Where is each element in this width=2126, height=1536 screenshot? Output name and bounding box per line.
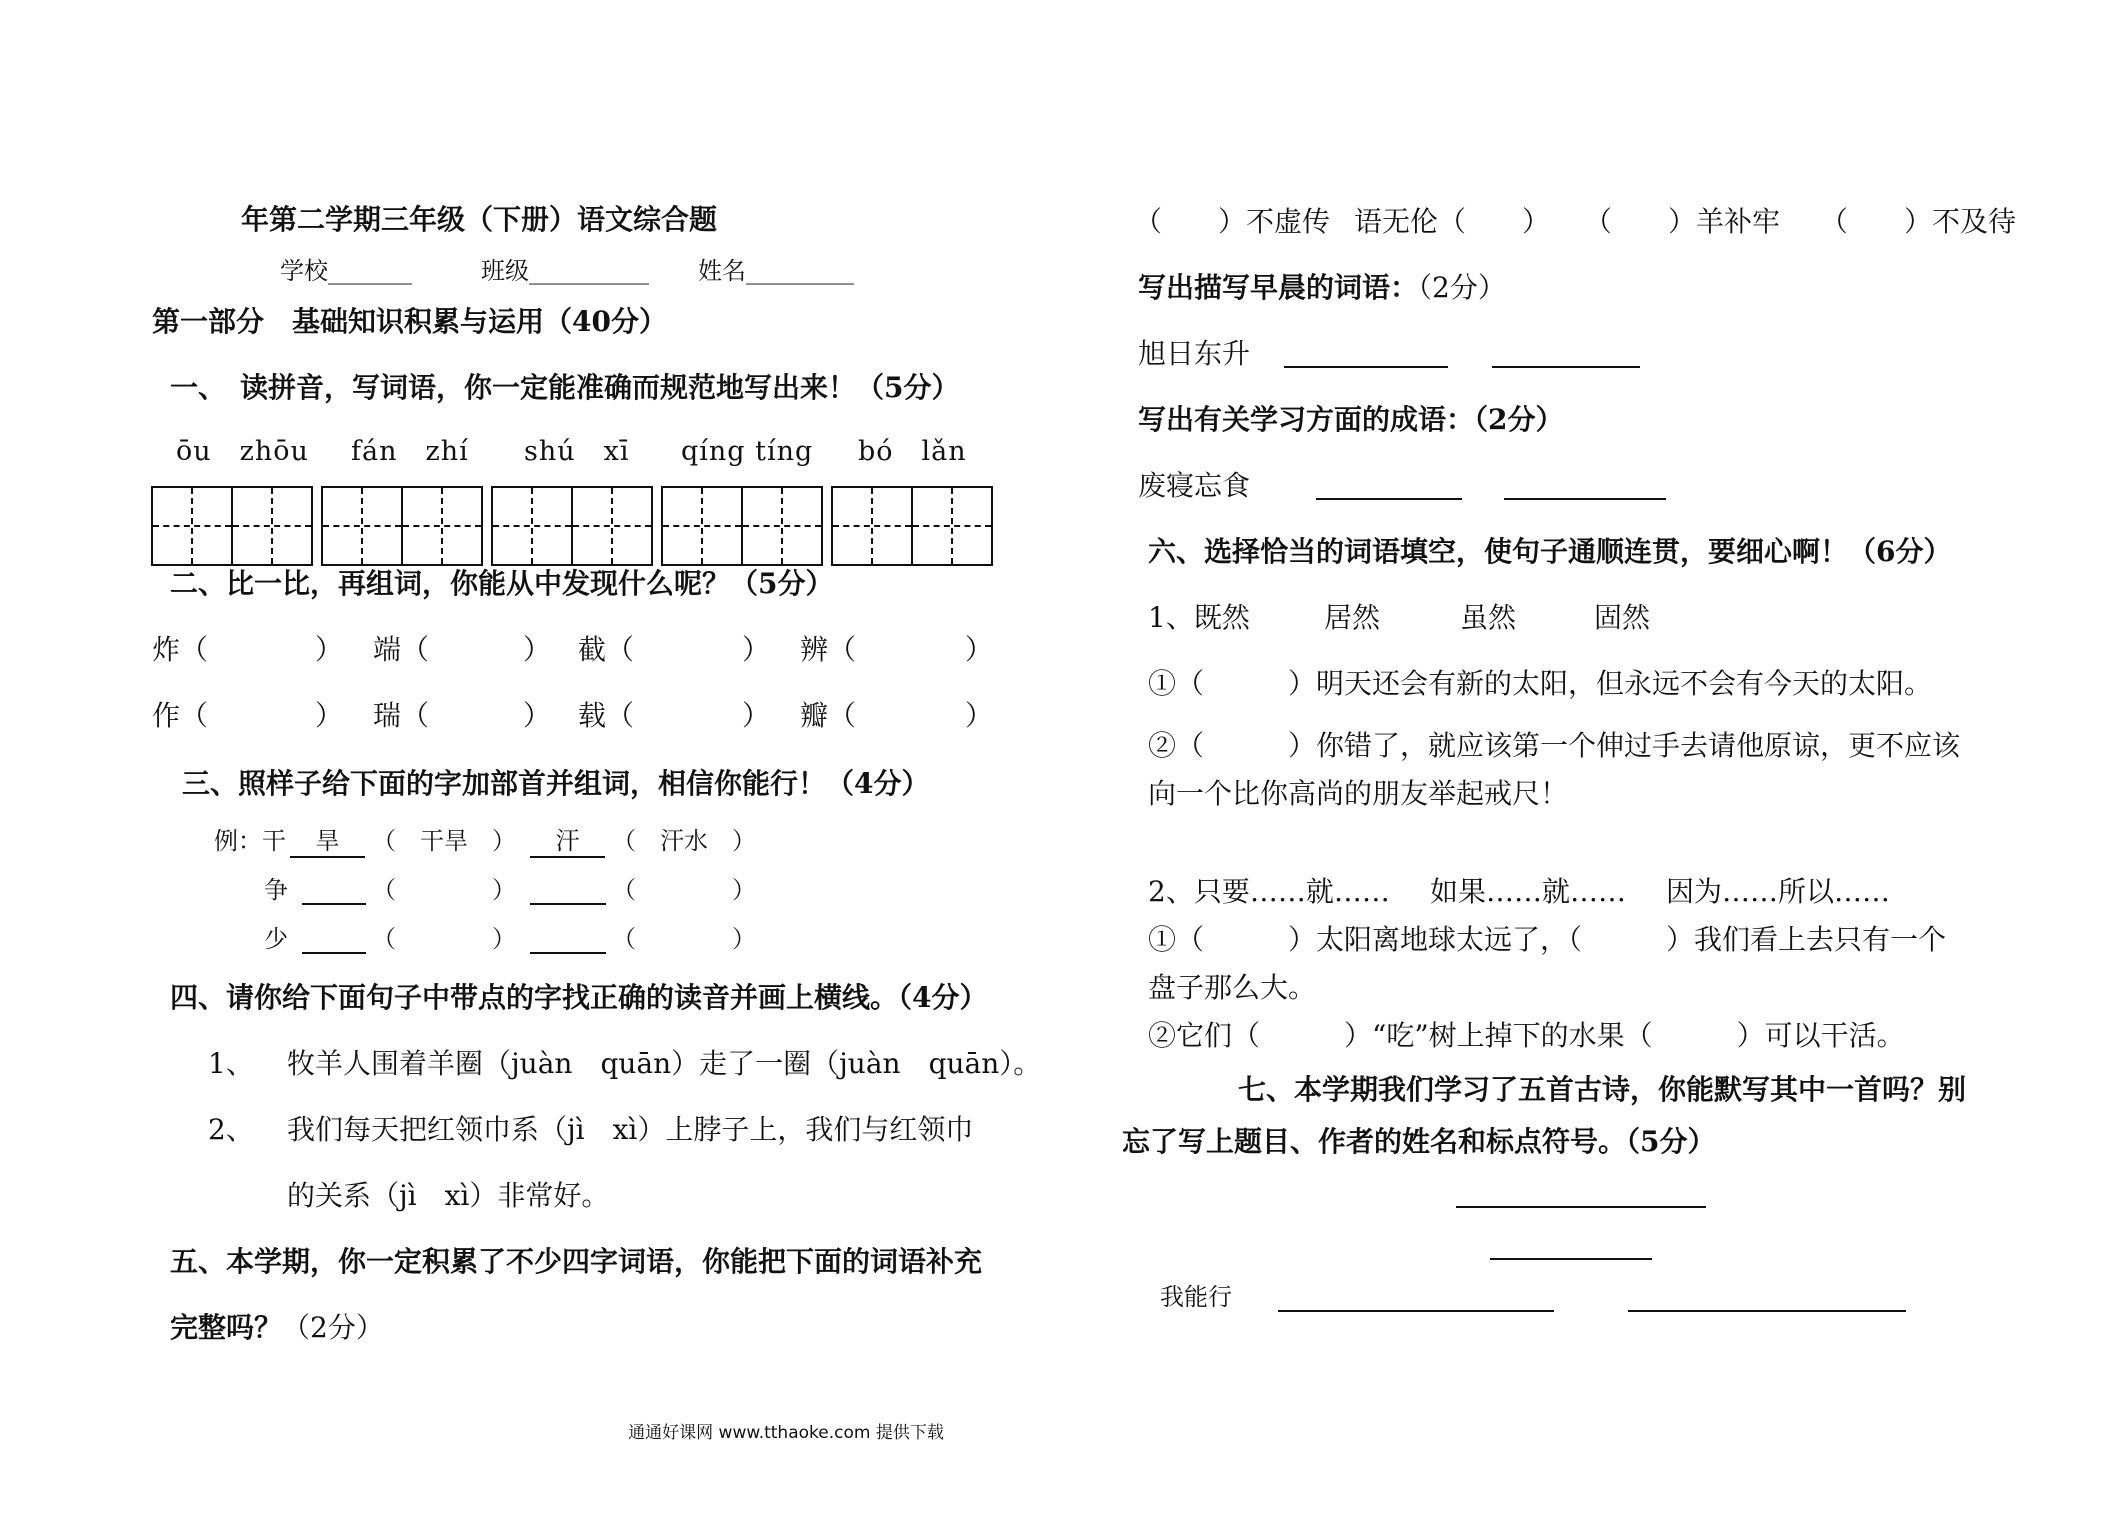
- q2-char: 载（: [578, 699, 635, 732]
- tianzige-box-1[interactable]: [151, 486, 313, 566]
- q4-item-2-num: 2、: [208, 1113, 254, 1146]
- q3-blank[interactable]: [530, 952, 606, 954]
- idiom-3: （ ）羊补牢: [1584, 205, 1781, 238]
- pinyin-3: shú xī: [524, 436, 630, 467]
- q2-paren: ）: [965, 699, 994, 732]
- tianzige-box-3[interactable]: [491, 486, 653, 566]
- q6-sentence-1: ①（ ）明天还会有新的太阳，但永远不会有今天的太阳。: [1148, 667, 1933, 700]
- q2-char: 辨（: [800, 633, 857, 666]
- tianzige-box-5[interactable]: [831, 486, 993, 566]
- q6-option: 固然: [1594, 601, 1651, 634]
- q3-char: 争: [264, 876, 288, 904]
- q6-sentence-3: ①（ ）太阳离地球太远了，（ ）我们看上去只有一个: [1148, 923, 1947, 956]
- q4-item-1: 牧羊人围着羊圈（juàn quān）走了一圈（juàn quān）。: [287, 1047, 1042, 1080]
- morning-words-title: [1138, 270, 1506, 306]
- school-field[interactable]: 学校_______: [280, 257, 412, 285]
- q6-sentence-3-cont: 盘子那么大。: [1148, 971, 1317, 1004]
- poem-title-blank[interactable]: [1456, 1206, 1706, 1208]
- q2-char: 作（: [152, 699, 209, 732]
- morning-words-title-text: 写出描写早晨的词语：: [1138, 271, 1419, 304]
- q5-title-cont-bold: 完整吗？: [170, 1311, 283, 1344]
- q3-paren: （: [612, 925, 636, 953]
- tianzige-box-2[interactable]: [321, 486, 483, 566]
- q6-title: 六、选择恰当的词语填空，使句子通顺连贯，要细心啊！（6分）: [1148, 535, 1952, 568]
- idiom-1: （ ）不虚传: [1134, 205, 1331, 238]
- page-title: 年第二学期三年级（下册）语文综合题: [241, 203, 718, 236]
- q4-item-1-num: 1、: [208, 1047, 254, 1080]
- pinyin-2: fán zhí: [351, 436, 469, 467]
- study-example: 废寝忘食: [1138, 469, 1251, 502]
- q6-sentence-2: ②（ ）你错了，就应该第一个伸过手去请他原谅，更不应该: [1148, 729, 1961, 762]
- q3-paren: （: [612, 876, 636, 904]
- q2-char: 炸（: [152, 633, 209, 666]
- q2-char: 瑞（: [373, 699, 430, 732]
- q2-paren: ）: [742, 699, 771, 732]
- q2-char: 端（: [373, 633, 430, 666]
- q5-score: （2分）: [282, 1311, 384, 1344]
- q5-title-cont: [170, 1310, 384, 1346]
- pinyin-1: ōu zhōu: [176, 436, 309, 467]
- q3-paren: ）: [732, 876, 756, 904]
- q2-paren: ）: [315, 633, 344, 666]
- q3-paren: ）: [492, 925, 516, 953]
- q3-example-word: （ 干旱 ）: [372, 827, 516, 855]
- q6-sentence-4: ②它们（ ）“吃”树上掉下的水果（ ）可以干活。: [1148, 1019, 1905, 1052]
- q6-option: 居然: [1324, 601, 1381, 634]
- pinyin-5: bó lǎn: [858, 436, 967, 467]
- q7-title-cont: 忘了写上题目、作者的姓名和标点符号。（5分）: [1122, 1125, 1716, 1158]
- q2-char: 瓣（: [800, 699, 857, 732]
- q3-example-label: 例：干: [214, 827, 286, 855]
- q3-blank[interactable]: [302, 952, 366, 954]
- footer-text: 通通好课网 www.tthaoke.com 提供下载: [628, 1423, 944, 1443]
- q6-option: 如果……就……: [1430, 875, 1627, 908]
- q6-option: 虽然: [1460, 601, 1517, 634]
- q3-blank[interactable]: [530, 903, 606, 905]
- q6-option: 1、既然: [1148, 601, 1250, 634]
- q3-blank[interactable]: [302, 903, 366, 905]
- q2-title: 二、比一比，再组词，你能从中发现什么呢？（5分）: [170, 567, 834, 600]
- q4-item-2: 我们每天把红领巾系（jì xì）上脖子上，我们与红领巾: [287, 1113, 974, 1146]
- class-field[interactable]: 班级__________: [481, 257, 649, 285]
- study-blank[interactable]: [1504, 498, 1666, 500]
- tianzige-box-4[interactable]: [661, 486, 823, 566]
- poem-line-blank[interactable]: [1278, 1310, 1554, 1312]
- poem-author-blank[interactable]: [1490, 1258, 1652, 1260]
- q2-char: 截（: [578, 633, 635, 666]
- idiom-2: 语无伦（ ）: [1354, 205, 1551, 238]
- morning-words-score: （2分）: [1418, 271, 1506, 304]
- q2-paren: ）: [523, 633, 552, 666]
- q3-paren: ）: [732, 925, 756, 953]
- morning-example: 旭日东升: [1138, 337, 1251, 370]
- q2-paren: ）: [523, 699, 552, 732]
- q3-example-word: （ 汗水 ）: [612, 827, 756, 855]
- q4-title: 四、请你给下面句子中带点的字找正确的读音并画上横线。（4分）: [170, 981, 988, 1014]
- q4-item-2-continued: 的关系（jì xì）非常好。: [287, 1179, 610, 1212]
- morning-blank[interactable]: [1284, 366, 1448, 368]
- idiom-4: （ ）不及待: [1820, 205, 2017, 238]
- q3-paren: （: [372, 925, 396, 953]
- q3-title: 三、照样子给下面的字加部首并组词，相信你能行！（4分）: [182, 767, 930, 800]
- q3-char: 少: [264, 925, 288, 953]
- q6-option: 2、只要……就……: [1148, 875, 1390, 908]
- q2-paren: ）: [315, 699, 344, 732]
- name-field[interactable]: 姓名_________: [698, 257, 854, 285]
- q1-title: 一、 读拼音，写词语，你一定能准确而规范地写出来！（5分）: [170, 371, 960, 404]
- study-idioms-title: 写出有关学习方面的成语：（2分）: [1138, 403, 1564, 436]
- q2-paren: ）: [965, 633, 994, 666]
- q7-title: 七、本学期我们学习了五首古诗，你能默写其中一首吗？别: [1238, 1073, 1967, 1106]
- poem-line-blank[interactable]: [1628, 1310, 1906, 1312]
- q3-example-answer: 旱: [290, 826, 365, 858]
- q2-paren: ）: [742, 633, 771, 666]
- q3-example-answer: 汗: [530, 826, 605, 858]
- q7-label: 我能行: [1160, 1283, 1232, 1311]
- study-blank[interactable]: [1316, 498, 1462, 500]
- q3-paren: ）: [492, 876, 516, 904]
- q3-paren: （: [372, 876, 396, 904]
- q6-sentence-2-cont: 向一个比你高尚的朋友举起戒尺！: [1148, 777, 1569, 810]
- pinyin-4: qíng tíng: [681, 436, 814, 467]
- q5-title: 五、本学期，你一定积累了不少四字词语，你能把下面的词语补充: [170, 1245, 983, 1278]
- morning-blank[interactable]: [1492, 366, 1640, 368]
- q6-option: 因为……所以……: [1666, 875, 1891, 908]
- part1-title: 第一部分 基础知识积累与运用（40分）: [152, 305, 667, 338]
